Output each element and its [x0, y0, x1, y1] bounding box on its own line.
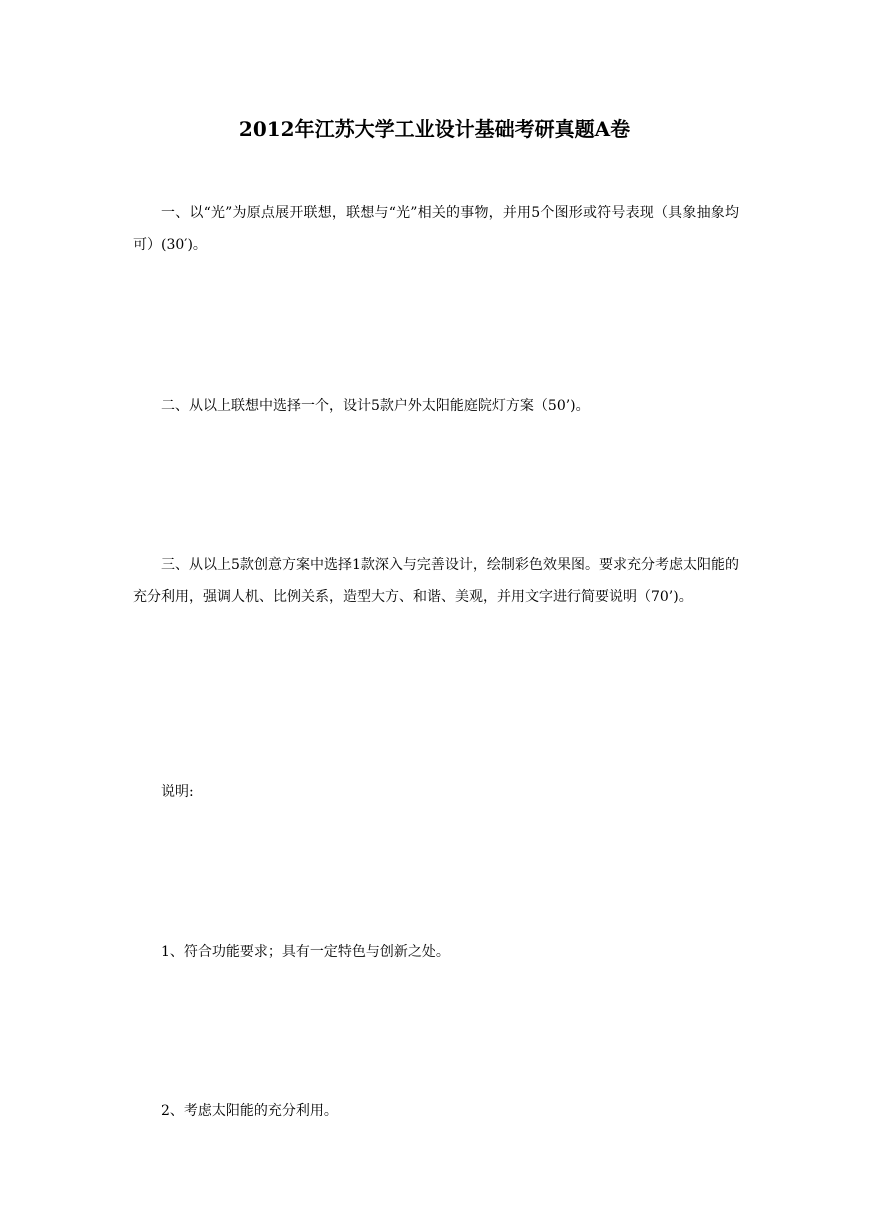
notes-heading: 说明:	[161, 784, 194, 800]
document-title: 2012年江苏大学工业设计基础考研真题A卷	[238, 117, 631, 141]
question-1-text: 一、以“光”为原点展开联想，联想与“光”相关的事物，并用5个图形或符号表现（具象抽象均可）(30′)。	[133, 205, 739, 253]
note-item-2: 2、考虑太阳能的充分利用。	[161, 1103, 338, 1119]
question-3-text: 三、从以上5款创意方案中选择1款深入与完善设计，绘制彩色效果图。要求充分考虑太阳能的充分利用，强调人机、比例关系，造型大方、和谐、美观，并用文字进行简要说明（70’)。	[133, 557, 739, 605]
question-2-text: 二、从以上联想中选择一个，设计5款户外太阳能庭院灯方案（50’)。	[161, 398, 590, 414]
note-item-1: 1、符合功能要求；具有一定特色与创新之处。	[161, 944, 450, 960]
